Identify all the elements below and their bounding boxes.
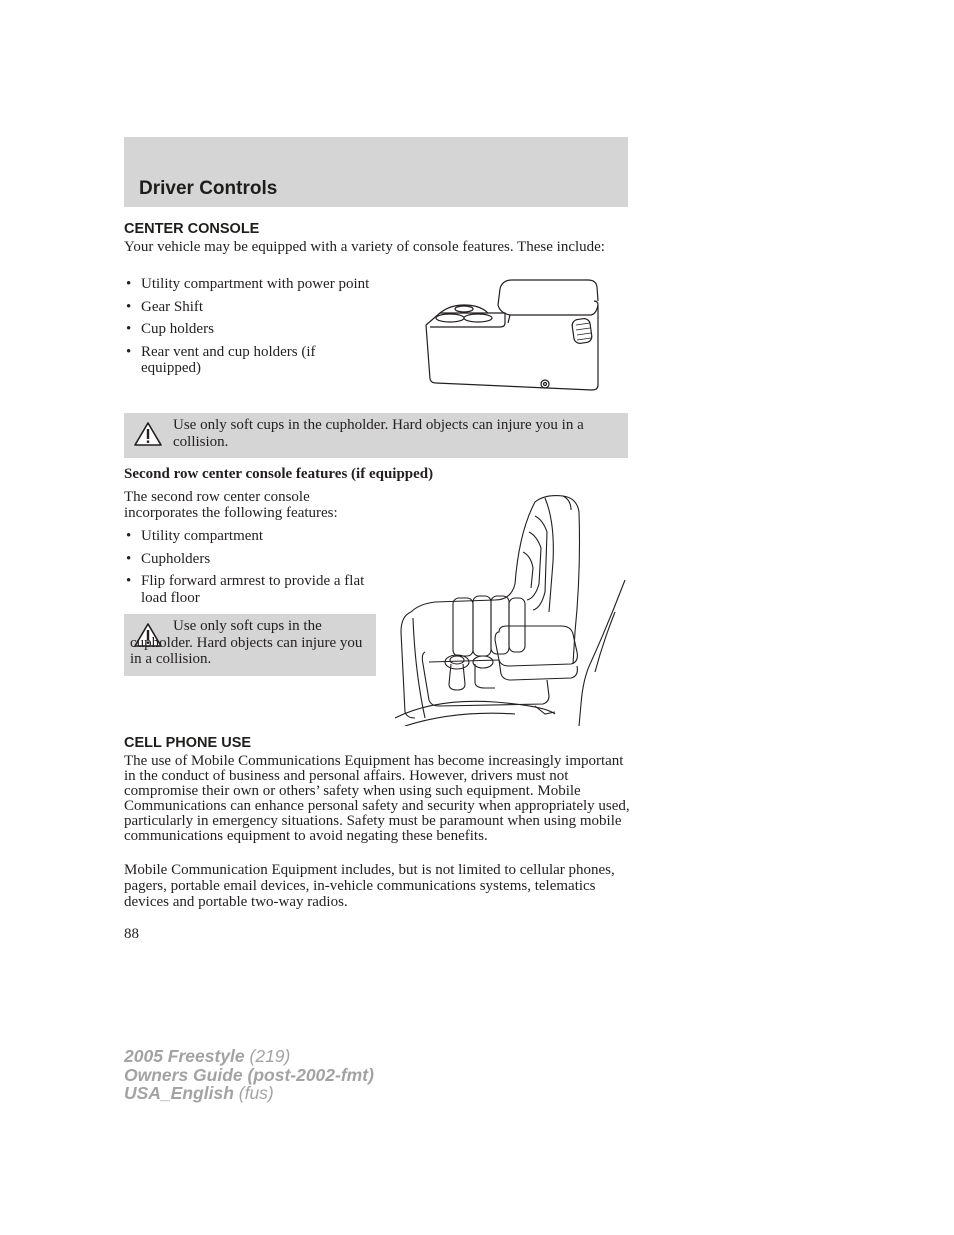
center-console-feature-list bbox=[124, 276, 379, 383]
footer-guide: Owners Guide (post-2002-fmt) bbox=[124, 1064, 374, 1085]
page-number: 88 bbox=[124, 926, 139, 942]
warning-text: Use only soft cups in the cupholder. Hard objects can injure you in a collision. bbox=[130, 618, 363, 667]
warning-triangle-icon bbox=[133, 421, 163, 447]
cell-phone-paragraph: Mobile Communication Equipment includes, but is not limited to cellular phones, pagers, portable email devices, in-vehicle communications systems, telematics devices and portable two-way radios. bbox=[124, 862, 615, 910]
warning-text: Use only soft cups in the cupholder. Hard objects can injure you in a collision. bbox=[173, 417, 584, 450]
center-console-heading: CENTER CONSOLE bbox=[124, 221, 260, 237]
warning-box bbox=[124, 413, 628, 458]
center-console-intro: Your vehicle may be equipped with a variety of console features. These include: bbox=[124, 239, 605, 255]
list-item: • Gear Shift bbox=[124, 299, 379, 316]
footer-language-code: (fus) bbox=[233, 1083, 274, 1103]
list-item: • Flip forward armrest to provide a flat load floor bbox=[124, 573, 379, 606]
cell-phone-paragraph: The use of Mobile Communications Equipment has become increasingly important in the conduct of business and personal affairs. However, drivers must not compromise their own or others’ safety when using such equipment. Mobile Communications can enhance personal safety and security when appropriately used, particularly in emergency situations. Safety must be paramount when using mobile communications equipment to avoid negating these benefits. bbox=[124, 753, 630, 844]
footer-line bbox=[124, 1066, 374, 1085]
section-header-band bbox=[124, 137, 628, 207]
footer-model-code: (219) bbox=[244, 1046, 291, 1066]
list-item: • Utility compartment with power point bbox=[124, 276, 379, 293]
list-item: • Cup holders bbox=[124, 321, 379, 338]
second-row-heading: Second row center console features (if equipped) bbox=[124, 466, 434, 482]
second-row-intro: The second row center console incorporates the following features: bbox=[124, 489, 338, 521]
cell-phone-heading: CELL PHONE USE bbox=[124, 735, 252, 751]
footer-language: USA_English bbox=[124, 1083, 234, 1103]
warning-box bbox=[124, 614, 376, 676]
second-row-feature-list bbox=[124, 528, 379, 612]
second-row-console-illustration bbox=[395, 492, 627, 726]
section-title: Driver Controls bbox=[139, 178, 278, 199]
document-footer bbox=[124, 1047, 374, 1103]
list-item: • Rear vent and cup holders (if equipped) bbox=[124, 344, 379, 377]
footer-model: 2005 Freestyle bbox=[124, 1046, 245, 1066]
list-item: • Cupholders bbox=[124, 551, 379, 568]
footer-line bbox=[124, 1047, 374, 1066]
center-console-illustration bbox=[420, 275, 605, 397]
list-item: • Utility compartment bbox=[124, 528, 379, 545]
footer-line bbox=[124, 1084, 374, 1103]
